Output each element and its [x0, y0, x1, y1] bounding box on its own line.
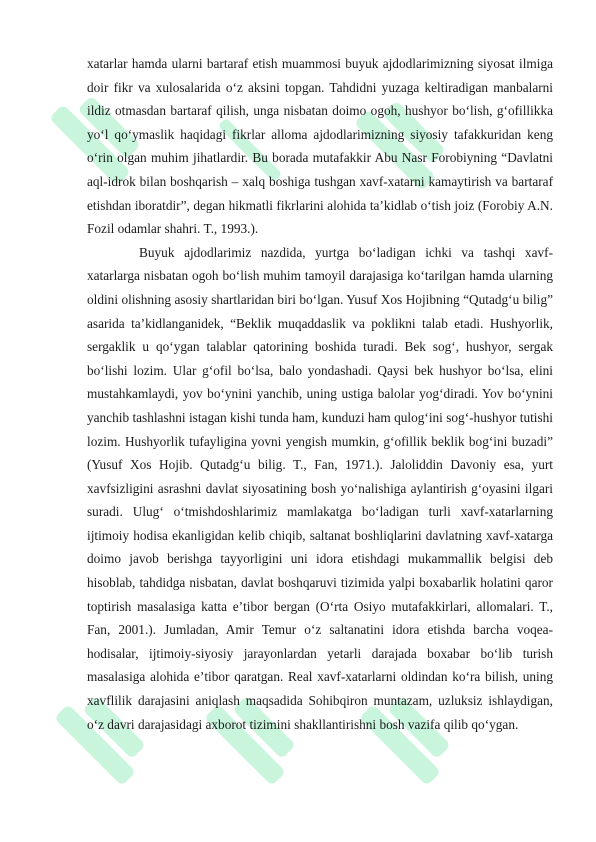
paragraph-continuation: xatarlar hamda ularni bartaraf etish muammosi buyuk ajdodlarimizning siyosat ilmiga doir fikr va xulosalarida oʻz aksini topgan. Tahdidni yuzaga keltiradigan manbalarni ildiz otmasdan bartaraf qilish, unga nisbatan doimo ogoh, hushyor boʻlish, gʻofillikka yoʻl qoʻymaslik haqidagi fikrlar alloma ajdodlarimizning siyosiy tafakkuridan keng oʻrin olgan muhim jihatlardir. Bu borada mutafakkir Abu Nasr Forobiyning “Davlatni aql-idrok bilan boshqarish – xalq boshiga tushgan xavf-xatarni kamaytirish va bartaraf etishdan iboratdir”, degan hikmatli fikrlarini alohida taʼkidlab oʻtish joiz (Forobiy A.N. Fozil odamlar shahri. T., 1993.). [87, 56, 553, 237]
paragraph-ancestors: Buyuk ajdodlarimiz nazdida, yurtga boʻladigan ichki va tashqi xavf-xatarlarga nisbatan ogoh boʻlish muhim tamoyil darajasiga koʻtarilgan hamda ularning oldini olishning asosiy shartlaridan biri boʻlgan. Yusuf Xos Hojibning “Qutadgʻu bilig” asarida taʼkidlanganidek, “Beklik muqaddaslik va poklikni talab etadi. Hushyorlik, sergaklik u qoʻygan talablar qatorining boshida turadi. Bek sogʻ, hushyor, sergak boʻlishi lozim. Ular gʻofil boʻlsa, balo yondashadi. Qaysi bek hushyor boʻlsa, elini mustahkamlaydi, yov boʻynini yanchib, uning ustiga balolar yogʻdiradi. Yov boʻynini yanchib tashlashni istagan kishi tunda ham, kunduzi ham qulogʻini sogʻ-hushyor tutishi lozim. Hushyorlik tufayligina yovni yengish mumkin, gʻofillik beklik bogʻini buzadi” (Yusuf Xos Hojib. Qutadgʻu bilig. T., Fan, 1971.). Jaloliddin Davoniy esa, yurt xavfsizligini asrashni davlat siyosatining bosh yoʻnalishiga aylantirish gʻoyasini ilgari suradi. Ulugʻ oʻtmishdoshlarimiz mamlakatga boʻladigan turli xavf-xatarlarning ijtimoiy hodisa ekanligidan kelib chiqib, saltanat boshliqlarini davlatning xavf-xatarga doimo javob berishga tayyorligini uni idora etishdagi mukammallik belgisi deb hisoblab, tahdidga nisbatan, davlat boshqaruvi tizimida yalpi boxabarlik holatini qaror toptirish masalasiga katta eʼtibor bergan (Oʻrta Osiyo mutafakkirlari, allomalari. T., Fan, 2001.). Jumladan, Amir Temur oʻz saltanatini idora etishda barcha voqea-hodisalar, ijtimoiy-siyosiy jarayonlardan yetarli darajada boxabar boʻlib turish masalasiga alohida eʼtibor qaratgan. Real xavf-xatarlarni oldindan koʻra bilish, uning xavflilik darajasini aniqlash maqsadida Sohibqiron muntazam, uzluksiz ishlaydigan, oʻz davri darajasidagi axborot tizimini shakllantirishni bosh vazifa qilib qoʻygan. [87, 244, 553, 732]
body-text [87, 52, 553, 736]
